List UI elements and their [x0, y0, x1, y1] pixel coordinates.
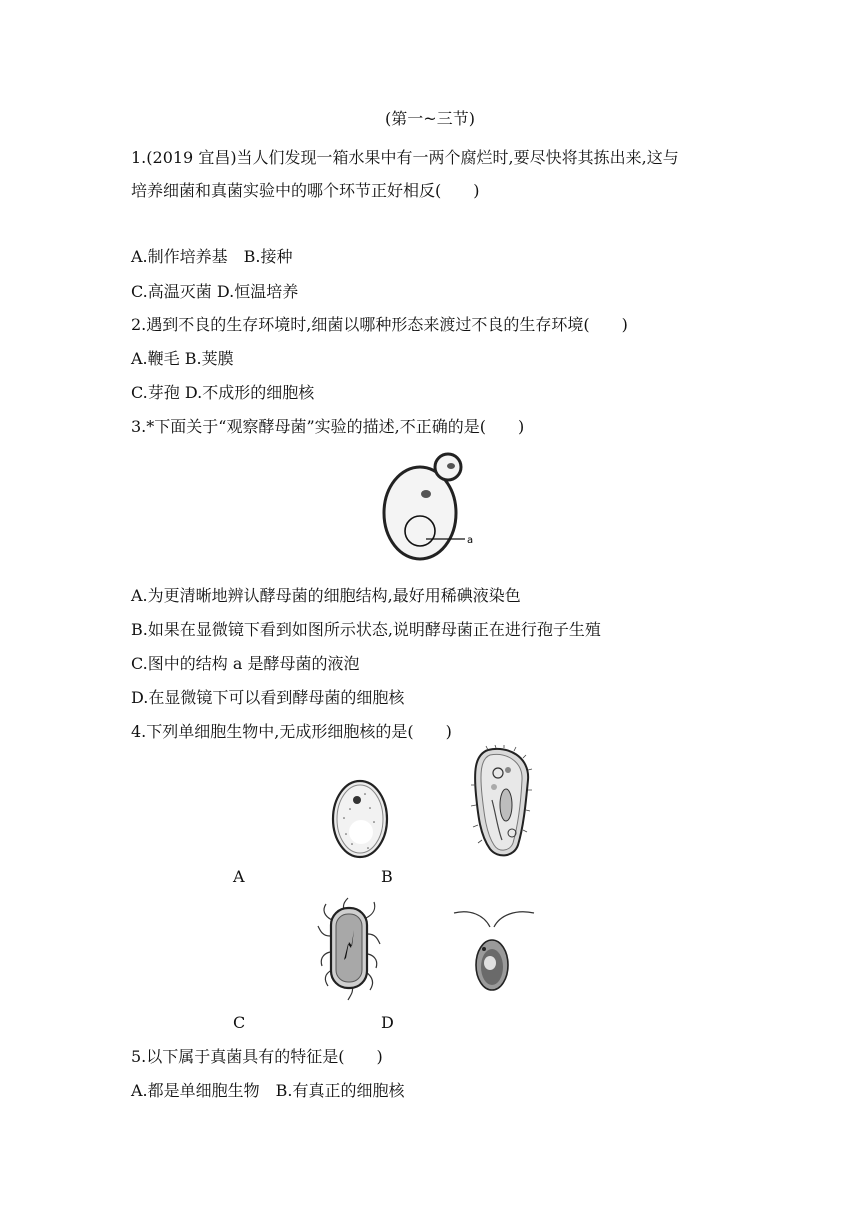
question-3-option-c: C.图中的结构 a 是酵母菌的液泡 — [131, 654, 360, 673]
section-title: (第一~三节) — [385, 109, 475, 128]
yeast-cell-figure — [380, 453, 490, 568]
organism-a-figure — [330, 778, 390, 860]
question-1-options-line1: A.制作培养基 B.接种 — [131, 247, 293, 266]
figure-label-b: B — [381, 867, 393, 886]
cell-small-vacuole — [421, 490, 431, 498]
organism-d-figure — [450, 905, 538, 995]
question-1-options-line2: C.高温灭菌 D.恒温培养 — [131, 282, 299, 301]
organism-b-figure — [468, 745, 534, 860]
question-2-stem: 2.遇到不良的生存环境时,细菌以哪种形态来渡过不良的生存环境( ) — [131, 315, 628, 334]
figure-label-a: A — [233, 867, 245, 886]
question-5-options-line1: A.都是单细胞生物 B.有真正的细胞核 — [131, 1081, 405, 1100]
question-3-stem: 3.*下面关于“观察酵母菌”实验的描述,不正确的是( ) — [131, 417, 525, 436]
figure-label-c: C — [233, 1013, 246, 1032]
question-3-option-d: D.在显微镜下可以看到酵母菌的细胞核 — [131, 688, 405, 707]
question-2-options-line2: C.芽孢 D.不成形的细胞核 — [131, 383, 315, 402]
structure-a-label: a — [467, 535, 474, 546]
question-3-option-a: A.为更清晰地辨认酵母菌的细胞结构,最好用稀碘液染色 — [131, 586, 521, 605]
question-3-option-b: B.如果在显微镜下看到如图所示状态,说明酵母菌正在进行孢子生殖 — [131, 620, 601, 639]
question-5-stem: 5.以下属于真菌具有的特征是( ) — [131, 1047, 383, 1066]
figure-label-d: D — [381, 1013, 394, 1032]
question-1-stem-line1: 1.(2019 宜昌)当人们发现一箱水果中有一两个腐烂时,要尽快将其拣出来,这与 — [131, 148, 679, 167]
question-4-stem: 4.下列单细胞生物中,无成形细胞核的是( ) — [131, 722, 452, 741]
question-2-options-line1: A.鞭毛 B.荚膜 — [131, 349, 234, 368]
question-1-stem-line2: 培养细菌和真菌实验中的哪个环节正好相反( ) — [131, 181, 480, 200]
organism-c-figure — [318, 900, 380, 1000]
bud-spot — [447, 463, 455, 469]
